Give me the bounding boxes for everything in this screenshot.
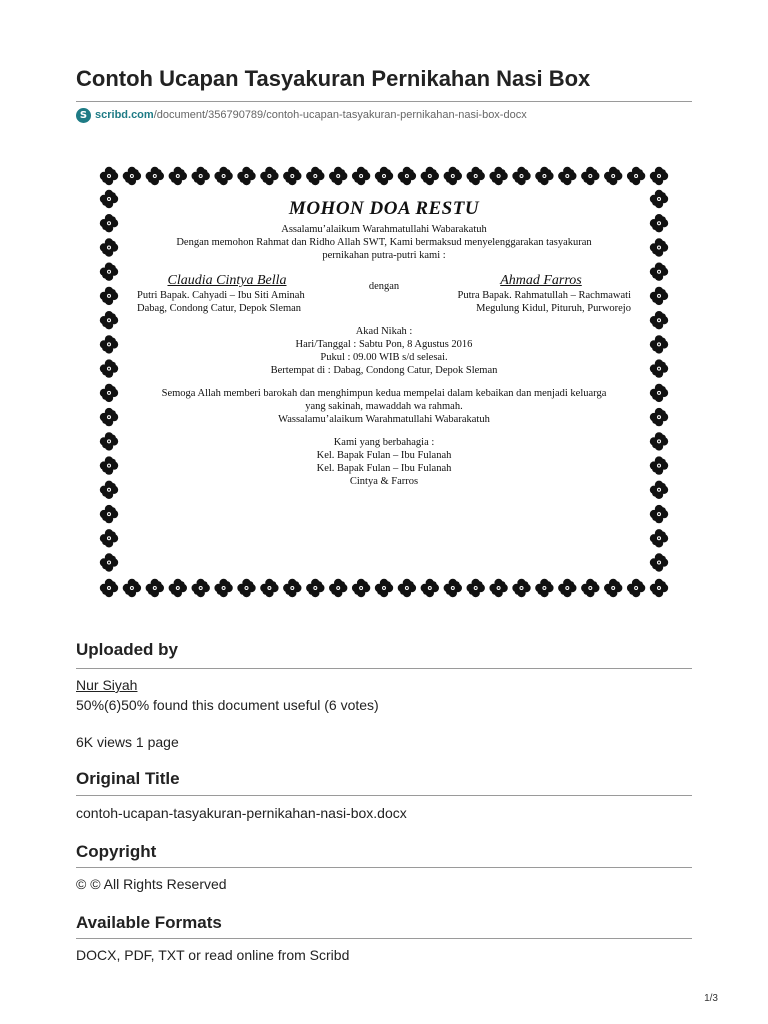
uploader-link[interactable] xyxy=(76,677,137,693)
family-1: Kel. Bapak Fulan – Ibu Fulanah xyxy=(316,450,452,461)
section-divider xyxy=(76,938,692,939)
groom-address: Megulung Kidul, Pituruh, Purworejo xyxy=(476,303,631,314)
invitation-text xyxy=(137,198,631,488)
original-title-value: contoh-ucapan-tasyakuran-pernikahan-nasi-box.docx xyxy=(76,805,407,821)
bride-address: Dabag, Condong Catur, Depok Sleman xyxy=(137,303,302,314)
groom-parents: Putra Bapak. Rahmatullah – Rachmawati xyxy=(457,290,631,301)
akad-place: Bertempat di : Dabag, Condong Catur, Depok Sleman xyxy=(270,365,498,376)
groom-name: Ahmad Farros xyxy=(500,273,582,288)
section-divider xyxy=(76,795,692,796)
couple-names: Cintya & Farros xyxy=(349,476,419,487)
copyright-heading: Copyright xyxy=(76,842,157,861)
invitation-card-image xyxy=(97,164,671,600)
views-pages: 6K views 1 page xyxy=(76,734,179,750)
bride-block xyxy=(137,274,317,315)
prayer-line-2: yang sakinah, mawaddah wa rahmah. xyxy=(305,401,463,412)
url-path: /document/356790789/contoh-ucapan-tasyakuran-pernikahan-nasi-box-docx xyxy=(153,109,527,121)
invitation-heading: MOHON DOA RESTU xyxy=(288,198,480,219)
couple-block xyxy=(137,274,631,315)
original-title-heading: Original Title xyxy=(76,769,180,788)
uploader-name[interactable]: Nur Siyah xyxy=(76,677,138,693)
page-title: Contoh Ucapan Tasyakuran Pernikahan Nasi Box xyxy=(76,66,591,91)
akad-label: Akad Nikah : xyxy=(355,326,413,337)
family-2: Kel. Bapak Fulan – Ibu Fulanah xyxy=(316,463,452,474)
intro-line-1: Dengan memohon Rahmat dan Ridho Allah SWT, Kami bermaksud menyelenggarakan tasyakuran xyxy=(176,237,592,248)
section-divider xyxy=(76,867,692,868)
greeting: Assalamu’alaikum Warahmatullahi Wabarakatuh xyxy=(281,224,487,235)
intro-line-2: pernikahan putra-putri kami : xyxy=(322,250,446,261)
source-link[interactable] xyxy=(76,106,527,124)
available-formats-value: DOCX, PDF, TXT or read online from Scribd xyxy=(76,947,350,963)
title-divider xyxy=(76,101,692,102)
bride-parents: Putri Bapak. Cahyadi – Ibu Siti Aminah xyxy=(137,290,305,301)
section-divider xyxy=(76,668,692,669)
prayer-line-1: Semoga Allah memberi barokah dan menghimpun kedua mempelai dalam kebaikan dan menjadi keluarga xyxy=(161,388,607,399)
copyright-value: © © All Rights Reserved xyxy=(76,876,227,892)
page-indicator: 1/3 xyxy=(704,993,718,1004)
signoff-label: Kami yang berbahagia : xyxy=(333,437,435,448)
url-domain: scribd.com xyxy=(95,109,154,121)
closing-greeting: Wassalamu’alaikum Warahmatullahi Wabarakatuh xyxy=(278,414,490,425)
uploaded-by-heading: Uploaded by xyxy=(76,640,179,659)
bride-name: Claudia Cintya Bella xyxy=(167,273,287,288)
useful-rating: 50%(6)50% found this document useful (6 votes) xyxy=(76,697,379,713)
available-formats-heading: Available Formats xyxy=(76,913,222,932)
akad-date: Hari/Tanggal : Sabtu Pon, 8 Agustus 2016 xyxy=(295,339,473,350)
conjunction: dengan xyxy=(368,281,400,292)
scribd-logo-icon: S xyxy=(76,108,91,123)
groom-block xyxy=(451,274,631,315)
akad-time: Pukul : 09.00 WIB s/d selesai. xyxy=(320,352,448,363)
